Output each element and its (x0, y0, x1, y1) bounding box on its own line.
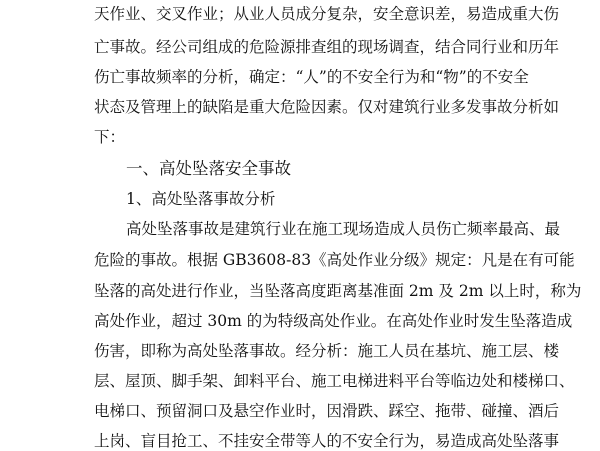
body-line-4: 高处作业，超过 30m 的为特级高处作业。在高处作业时发生坠落造成 (94, 312, 573, 330)
body-line-2: 危险的事故。根据 GB3608-83《高处作业分级》规定：凡是在有可能 (94, 251, 575, 269)
body-line-1: 高处坠落事故是建筑行业在施工现场造成人员伤亡频率最高、最 (126, 220, 561, 238)
intro-line-1: 天作业、交叉作业；从业人员成分复杂，安全意识差，易造成重大伤 (94, 5, 560, 23)
intro-line-4: 状态及管理上的缺陷是重大危险因素。仅对建筑行业多发事故分析如 (94, 98, 560, 116)
body-line-5: 伤害，即称为高处坠落事故。经分析：施工人员在基坑、施工层、楼 (94, 342, 560, 360)
body-line-8: 上岗、盲目抢工、不挂安全带等人的不安全行为，易造成高处坠落事 (94, 432, 560, 450)
section-heading: 一、高处坠落安全事故 (126, 159, 291, 178)
intro-line-3: 伤亡事故频率的分析，确定：“人”的不安全行为和“物”的不安全 (94, 68, 529, 86)
body-line-6: 层、屋顶、脚手架、卸料平台、施工电梯进料平台等临边处和楼梯口、 (94, 372, 575, 390)
intro-line-5: 下： (94, 128, 126, 146)
body-line-3: 坠落的高处进行作业，当坠落高度距离基准面 2m 及 2m 以上时，称为 (94, 282, 582, 300)
body-line-7: 电梯口、预留洞口及悬空作业时，因滑跌、踩空、拖带、碰撞、酒后 (94, 402, 560, 420)
intro-line-2: 亡事故。经公司组成的危险源排查组的现场调查，结合同行业和历年 (94, 38, 560, 56)
subsection-heading: 1、高处坠落事故分析 (126, 190, 276, 208)
